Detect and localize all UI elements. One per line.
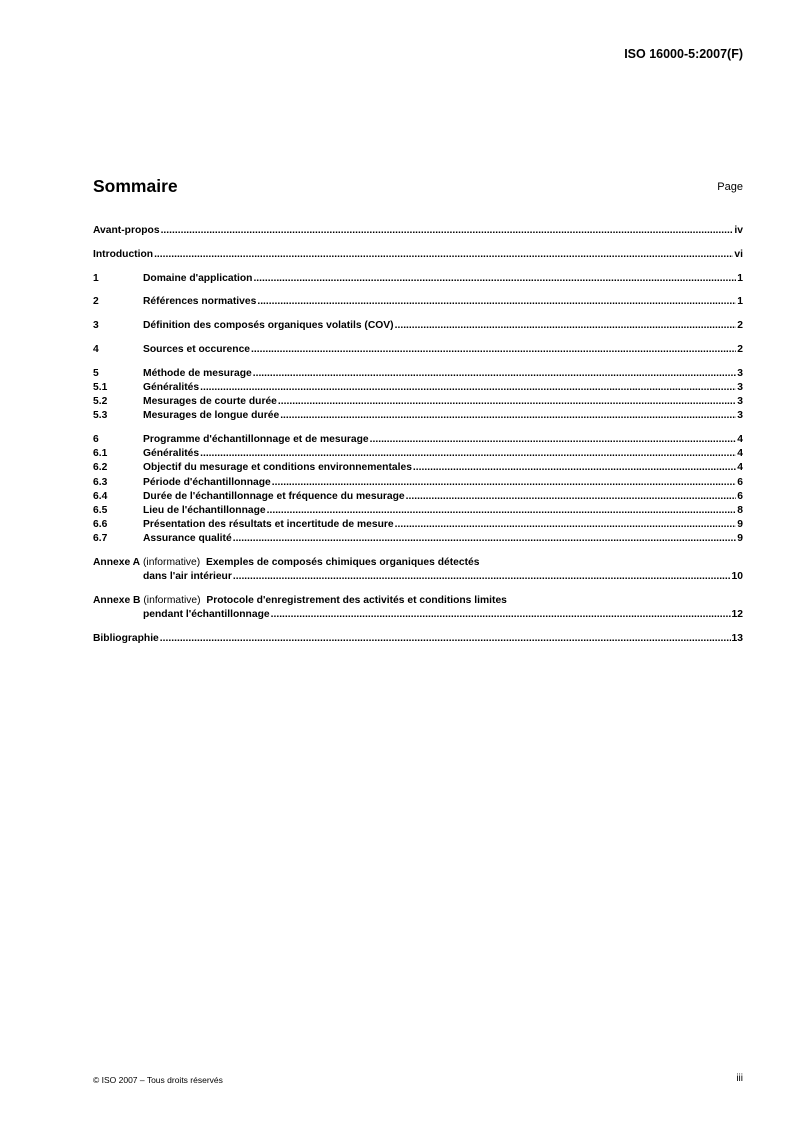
toc-entry-number: 6 <box>93 434 99 446</box>
toc-entry-title: Période d'échantillonnage <box>143 476 271 488</box>
annex-title: Protocole d'enregistrement des activités et conditions limites <box>206 595 507 607</box>
dot-leader <box>233 532 737 546</box>
dot-leader <box>395 319 737 333</box>
toc-entry-2[interactable] <box>93 295 743 309</box>
toc-entry-page: iv <box>734 225 743 236</box>
toc-entry-number: 4 <box>93 343 99 355</box>
toc-entry-page: 4 <box>737 462 743 474</box>
toc-entry-6[interactable] <box>93 433 743 447</box>
dot-leader <box>395 518 737 532</box>
dot-leader <box>271 608 731 622</box>
toc-entry-title: Mesurages de courte durée <box>143 396 277 408</box>
dot-leader <box>200 381 736 395</box>
toc-entry-number: 5.2 <box>93 396 108 408</box>
dot-leader <box>154 248 733 262</box>
dot-leader <box>160 632 731 646</box>
toc-entry-title: Introduction <box>93 248 154 260</box>
annex-label: Annexe B <box>93 595 141 607</box>
toc-entry-title: Programme d'échantillonnage et de mesurage <box>143 434 369 446</box>
toc-entry-number: 6.2 <box>93 462 108 474</box>
annex-type: (informative) <box>143 557 201 569</box>
toc-entry-1[interactable] <box>93 272 743 286</box>
toc-entry-avant-propos[interactable] <box>93 224 743 238</box>
toc-entry-6-2[interactable] <box>93 461 743 475</box>
toc-entry-title: Références normatives <box>143 296 257 308</box>
toc-entry-page: 8 <box>737 504 743 516</box>
toc-entry-bibliographie[interactable] <box>93 632 743 646</box>
toc-entry-title: Avant-propos <box>93 225 160 236</box>
annex-type: (informative) <box>143 595 201 607</box>
toc-entry-title: Sources et occurence <box>143 343 251 355</box>
toc-entry-number: 6.5 <box>93 504 108 516</box>
toc-entry-6-6[interactable] <box>93 518 743 532</box>
page-column-label: Page <box>717 181 743 193</box>
toc-entry-page: 9 <box>737 533 743 545</box>
toc-entry-number: 3 <box>93 320 99 332</box>
toc-entry-page: 4 <box>737 448 743 460</box>
toc-entry-5-1[interactable] <box>93 381 743 395</box>
toc-entry-title: Lieu de l'échantillonnage <box>143 504 266 516</box>
toc-entry-number: 5.3 <box>93 410 108 422</box>
dot-leader <box>200 447 736 461</box>
annex-title: Exemples de composés chimiques organiques détectés <box>205 557 480 569</box>
annex-title-cont: dans l'air intérieur <box>143 571 232 583</box>
toc-entry-page: 1 <box>737 272 743 284</box>
toc-entry-number: 6.7 <box>93 533 108 545</box>
annex-label: Annexe A <box>93 557 141 569</box>
toc-entry-number: 5 <box>93 367 99 379</box>
dot-leader <box>267 504 737 518</box>
toc-heading: Sommaire <box>93 176 178 196</box>
toc-entry-page: 9 <box>737 519 743 531</box>
toc-entry-introduction[interactable] <box>93 248 743 262</box>
toc-entry-title: Domaine d'application <box>143 272 253 284</box>
toc-entry-number: 6.6 <box>93 519 108 531</box>
dot-leader <box>370 433 737 447</box>
toc-entry-title: Présentation des résultats et incertitude de mesure <box>143 519 394 531</box>
toc-entry-title: Objectif du mesurage et conditions environnementales <box>143 462 412 474</box>
dot-leader <box>406 490 737 504</box>
dot-leader <box>253 272 736 286</box>
toc-entry-page: 6 <box>737 490 743 502</box>
toc-entry-5[interactable] <box>93 367 743 381</box>
toc-entry-5-2[interactable] <box>93 395 743 409</box>
toc-entry-number: 6.1 <box>93 448 108 460</box>
toc-entry-page: vi <box>734 248 743 260</box>
toc-entry-page: 4 <box>737 434 743 446</box>
dot-leader <box>278 395 736 409</box>
table-of-contents <box>93 224 743 646</box>
toc-entry-page: 6 <box>737 476 743 488</box>
annex-title-cont: pendant l'échantillonnage <box>143 609 270 621</box>
dot-leader <box>253 367 737 381</box>
toc-entry-number: 2 <box>93 296 99 308</box>
toc-entry-title: Définition des composés organiques volatils (COV) <box>143 320 394 332</box>
toc-entry-page: 3 <box>737 396 743 408</box>
toc-annex-b[interactable] <box>93 594 743 608</box>
toc-entry-page: 10 <box>731 571 743 583</box>
toc-entry-title: Assurance qualité <box>143 533 232 545</box>
toc-entry-number: 6.4 <box>93 490 108 502</box>
toc-entry-6-7[interactable] <box>93 532 743 546</box>
dot-leader <box>161 224 734 238</box>
toc-entry-page: 3 <box>737 410 743 422</box>
toc-entry-number: 1 <box>93 272 99 284</box>
toc-entry-page: 12 <box>731 609 743 621</box>
footer-page-number: iii <box>736 1073 743 1084</box>
toc-entry-page: 2 <box>737 343 743 355</box>
toc-entry-title: Bibliographie <box>93 633 159 645</box>
dot-leader <box>251 343 736 357</box>
toc-entry-title: Généralités <box>143 381 200 393</box>
dot-leader <box>413 461 736 475</box>
dot-leader <box>280 409 736 423</box>
toc-entry-5-3[interactable] <box>93 409 743 423</box>
toc-annex-a-cont[interactable] <box>93 570 743 584</box>
toc-entry-page: 1 <box>737 296 743 308</box>
toc-entry-number: 6.3 <box>93 476 108 488</box>
dot-leader <box>233 570 731 584</box>
toc-entry-page: 3 <box>737 381 743 393</box>
toc-entry-4[interactable] <box>93 343 743 357</box>
toc-entry-6-3[interactable] <box>93 476 743 490</box>
toc-annex-a[interactable] <box>93 556 743 570</box>
toc-entry-title: Méthode de mesurage <box>143 367 252 379</box>
toc-entry-6-5[interactable] <box>93 504 743 518</box>
footer-copyright: © ISO 2007 – Tous droits réservés <box>93 1075 223 1085</box>
document-code: ISO 16000-5:2007(F) <box>624 47 743 61</box>
toc-entry-3[interactable] <box>93 319 743 333</box>
toc-entry-title: Mesurages de longue durée <box>143 410 280 422</box>
toc-entry-page: 13 <box>731 633 743 645</box>
toc-entry-page: 2 <box>737 320 743 332</box>
toc-entry-title: Durée de l'échantillonnage et fréquence du mesurage <box>143 490 405 502</box>
toc-annex-b-cont[interactable] <box>93 608 743 622</box>
toc-entry-number: 5.1 <box>93 381 108 393</box>
dot-leader <box>257 295 736 309</box>
toc-entry-6-4[interactable] <box>93 490 743 504</box>
toc-entry-6-1[interactable] <box>93 447 743 461</box>
dot-leader <box>272 476 737 490</box>
toc-entry-title: Généralités <box>143 448 200 460</box>
toc-entry-page: 3 <box>737 367 743 379</box>
